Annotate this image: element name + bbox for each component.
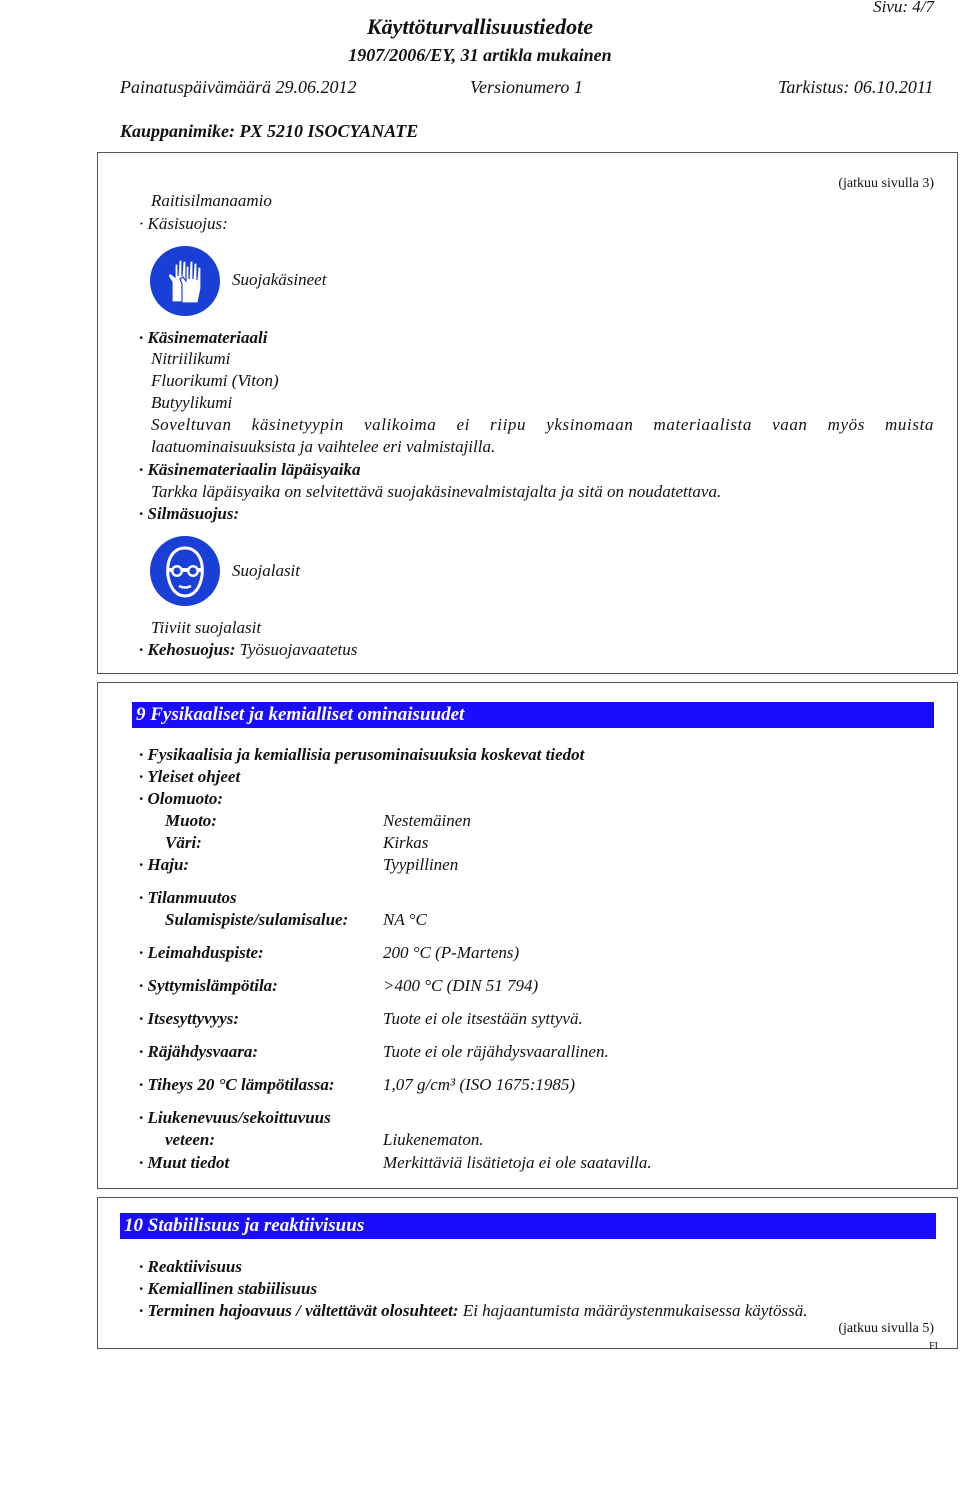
continued-to-note: (jatkuu sivulla 5) xyxy=(838,1321,934,1336)
version-number: Versionumero 1 xyxy=(470,77,583,97)
thermal-decomposition-label: · Terminen hajoavuus / vältettävät olosuhteet: xyxy=(139,1301,459,1320)
language-code: FI xyxy=(929,1341,938,1352)
appearance-label: · Olomuoto: xyxy=(139,789,224,808)
flash-point-label: · Leimahduspiste: xyxy=(139,943,264,962)
solubility-value: Liukenematon. xyxy=(383,1130,484,1149)
document-title: Käyttöturvallisuustiedote xyxy=(366,14,594,39)
penetration-time-text: Tarkka läpäisyaika on selvitettävä suojakäsinevalmistajalta ja sitä on noudatettava. xyxy=(151,482,722,501)
color-label: Väri: xyxy=(165,833,202,852)
ignition-temp-value: >400 °C (DIN 51 794) xyxy=(383,976,539,995)
form-label: Muoto: xyxy=(165,811,217,830)
penetration-time-label: · Käsinemateriaalin läpäisyaika xyxy=(139,460,361,479)
self-ignition-value: Tuote ei ole itsestään syttyvä. xyxy=(383,1009,583,1028)
other-info-value: Merkittäviä lisätietoja ei ole saatavilla. xyxy=(383,1153,652,1172)
thermal-decomposition-value: Ei hajaantumista määräystenmukaisessa käytössä. xyxy=(462,1301,808,1320)
gloves-icon xyxy=(150,246,220,316)
reactivity-label: · Reaktiivisuus xyxy=(139,1257,242,1276)
solubility-water-label: veteen: xyxy=(165,1130,216,1149)
gloves-caption: Suojakäsineet xyxy=(232,270,327,289)
review-date: Tarkistus: 06.10.2011 xyxy=(778,77,934,97)
body-protection-label: · Kehosuojus: xyxy=(139,640,236,659)
odor-label: · Haju: xyxy=(139,855,190,874)
melting-point-label: Sulamispiste/sulamisalue: xyxy=(165,910,349,929)
color-value: Kirkas xyxy=(383,833,429,852)
explosion-hazard-value: Tuote ei ole räjähdysvaarallinen. xyxy=(383,1042,609,1061)
state-change-label: · Tilanmuutos xyxy=(139,888,237,907)
chemical-stability-label: · Kemiallinen stabiilisuus xyxy=(139,1279,318,1298)
density-label: · Tiheys 20 °C lämpötilassa: xyxy=(139,1075,335,1094)
trade-name: Kauppanimike: PX 5210 ISOCYANATE xyxy=(120,121,419,141)
solubility-label: · Liukenevuus/sekoittuvuus xyxy=(139,1108,331,1127)
material-nitrile: Nitriilikumi xyxy=(151,349,231,368)
goggles-caption: Suojalasit xyxy=(232,561,301,580)
glove-material-label: · Käsinemateriaali xyxy=(139,328,268,347)
body-protection-value: Työsuojavaatetus xyxy=(239,640,358,659)
density-value: 1,07 g/cm³ (ISO 1675:1985) xyxy=(383,1075,576,1094)
suitability-text-2: laatuominaisuuksista ja vaihtelee eri valmistajilla. xyxy=(151,437,496,456)
general-info-label: · Yleiset ohjeet xyxy=(139,767,241,786)
flash-point-value: 200 °C (P-Martens) xyxy=(383,943,520,962)
material-viton: Fluorikumi (Viton) xyxy=(151,371,279,390)
hand-protection-label: · Käsisuojus: xyxy=(139,214,228,233)
tight-goggles: Tiiviit suojalasit xyxy=(151,618,262,637)
document-subtitle: 1907/2006/EY, 31 artikla mukainen xyxy=(348,45,612,65)
ignition-temp-label: · Syttymislämpötila: xyxy=(139,976,278,995)
suitability-text-1: Soveltuvan käsinetyypin valikoima ei riipu yksinomaan materiaalista vaan myös muista xyxy=(151,415,934,434)
self-ignition-label: · Itsesyttyvyys: xyxy=(139,1009,240,1028)
material-butyl: Butyylikumi xyxy=(151,393,233,412)
respiratory-mask: Raitisilmanaamio xyxy=(151,191,272,210)
section-10-title: 10 Stabiilisuus ja reaktiivisuus xyxy=(120,1213,936,1239)
goggles-icon xyxy=(150,536,220,606)
section-9-title: 9 Fysikaaliset ja kemialliset ominaisuudet xyxy=(132,702,934,728)
other-info-label: · Muut tiedot xyxy=(139,1153,230,1172)
form-value: Nestemäinen xyxy=(383,811,471,830)
basic-properties-label: · Fysikaalisia ja kemiallisia perusominaisuuksia koskevat tiedot xyxy=(139,745,585,764)
print-date: Painatuspäivämäärä 29.06.2012 xyxy=(120,77,357,97)
odor-value: Tyypillinen xyxy=(383,855,459,874)
page-number: Sivu: 4/7 xyxy=(873,0,934,16)
explosion-hazard-label: · Räjähdysvaara: xyxy=(139,1042,258,1061)
melting-point-value: NA °C xyxy=(383,910,427,929)
continued-from-note: (jatkuu sivulla 3) xyxy=(838,176,934,191)
eye-protection-label: · Silmäsuojus: xyxy=(139,504,240,523)
